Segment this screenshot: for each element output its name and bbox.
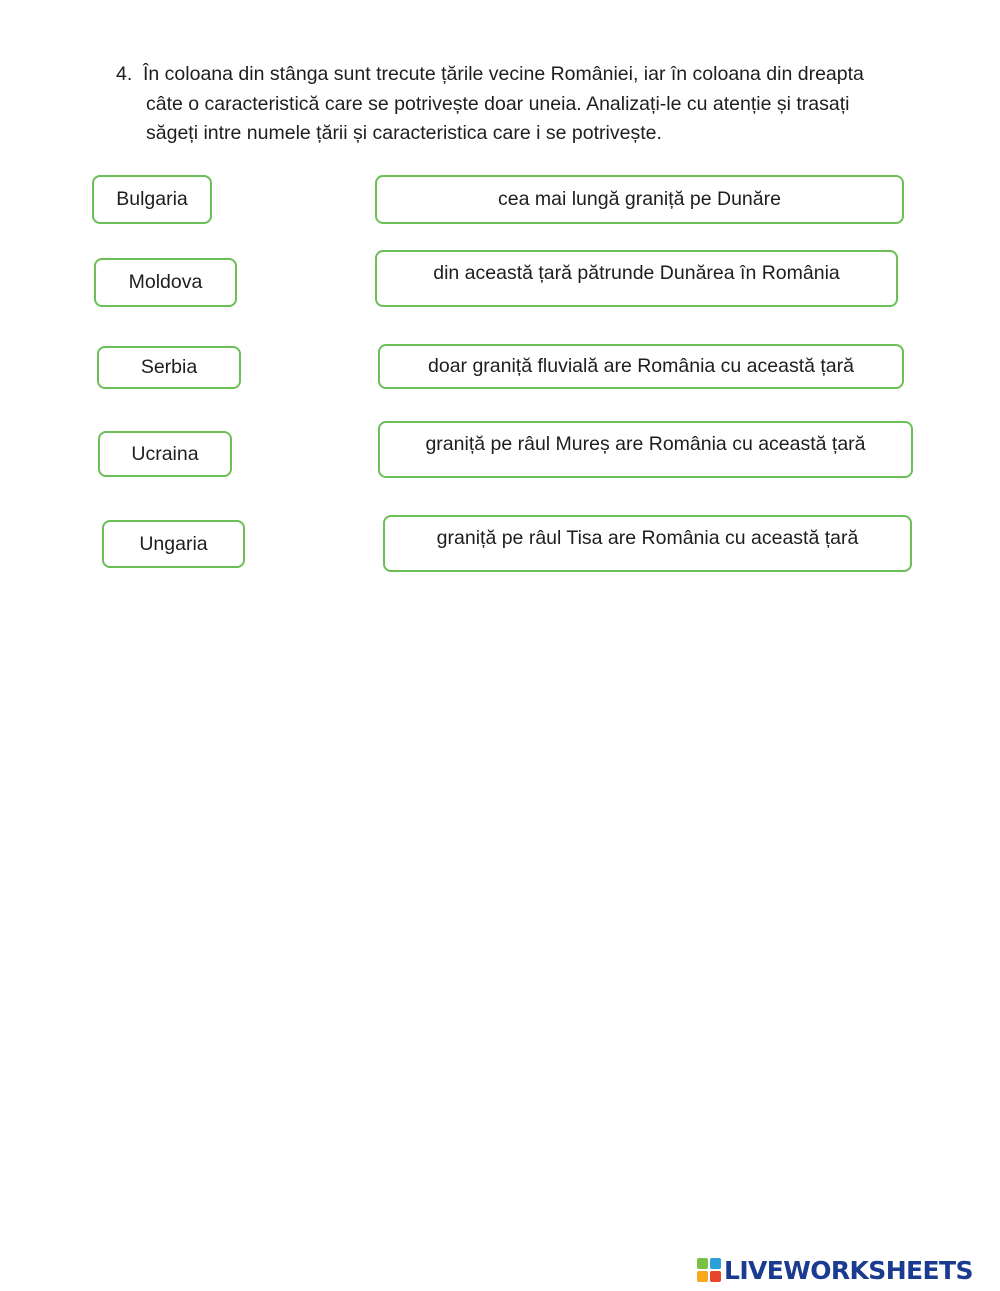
feature-label: graniță pe râul Tisa are România cu această țară <box>436 527 859 549</box>
question-number: 4. <box>116 63 133 85</box>
feature-box-3[interactable] <box>378 344 904 389</box>
country-label: Ucraina <box>131 442 199 465</box>
logo-tile <box>710 1258 721 1269</box>
liveworksheets-logo <box>697 1256 973 1284</box>
country-box-bulgaria[interactable] <box>92 175 212 224</box>
country-box-serbia[interactable] <box>97 346 241 389</box>
feature-box-4[interactable] <box>378 421 913 478</box>
country-label: Moldova <box>128 271 203 293</box>
feature-box-1[interactable] <box>375 175 904 224</box>
country-label: Bulgaria <box>116 188 188 210</box>
logo-tile <box>697 1258 708 1269</box>
instruction-line-2: câte o caracteristică care se potrivește doar uneia. Analizați-le cu atenție și trasați <box>146 92 850 115</box>
country-label: Ungaria <box>139 532 208 555</box>
feature-label: din această țară pătrunde Dunărea în România <box>433 262 840 284</box>
feature-label: doar graniță fluvială are România cu această țară <box>428 355 854 377</box>
country-label: Serbia <box>140 356 198 378</box>
country-box-ungaria[interactable] <box>102 520 245 568</box>
brand-name: LIVEWORKSHEETS <box>724 1255 973 1285</box>
feature-box-5[interactable] <box>383 515 912 572</box>
country-box-moldova[interactable] <box>94 258 237 307</box>
feature-box-2[interactable] <box>375 250 898 307</box>
instruction <box>116 60 936 149</box>
logo-mark-icon <box>697 1258 721 1282</box>
country-box-ucraina[interactable] <box>98 431 232 477</box>
feature-label: graniță pe râul Mureș are România cu această țară <box>425 433 866 455</box>
logo-tile <box>697 1271 708 1282</box>
logo-tile <box>710 1271 721 1282</box>
instruction-line-1: În coloana din stânga sunt trecute țările vecine României, iar în coloana din dreapta <box>143 63 864 85</box>
feature-label: cea mai lungă graniță pe Dunăre <box>498 188 781 210</box>
instruction-line-3: săgeți intre numele țării și caracteristica care i se potrivește. <box>146 122 662 144</box>
